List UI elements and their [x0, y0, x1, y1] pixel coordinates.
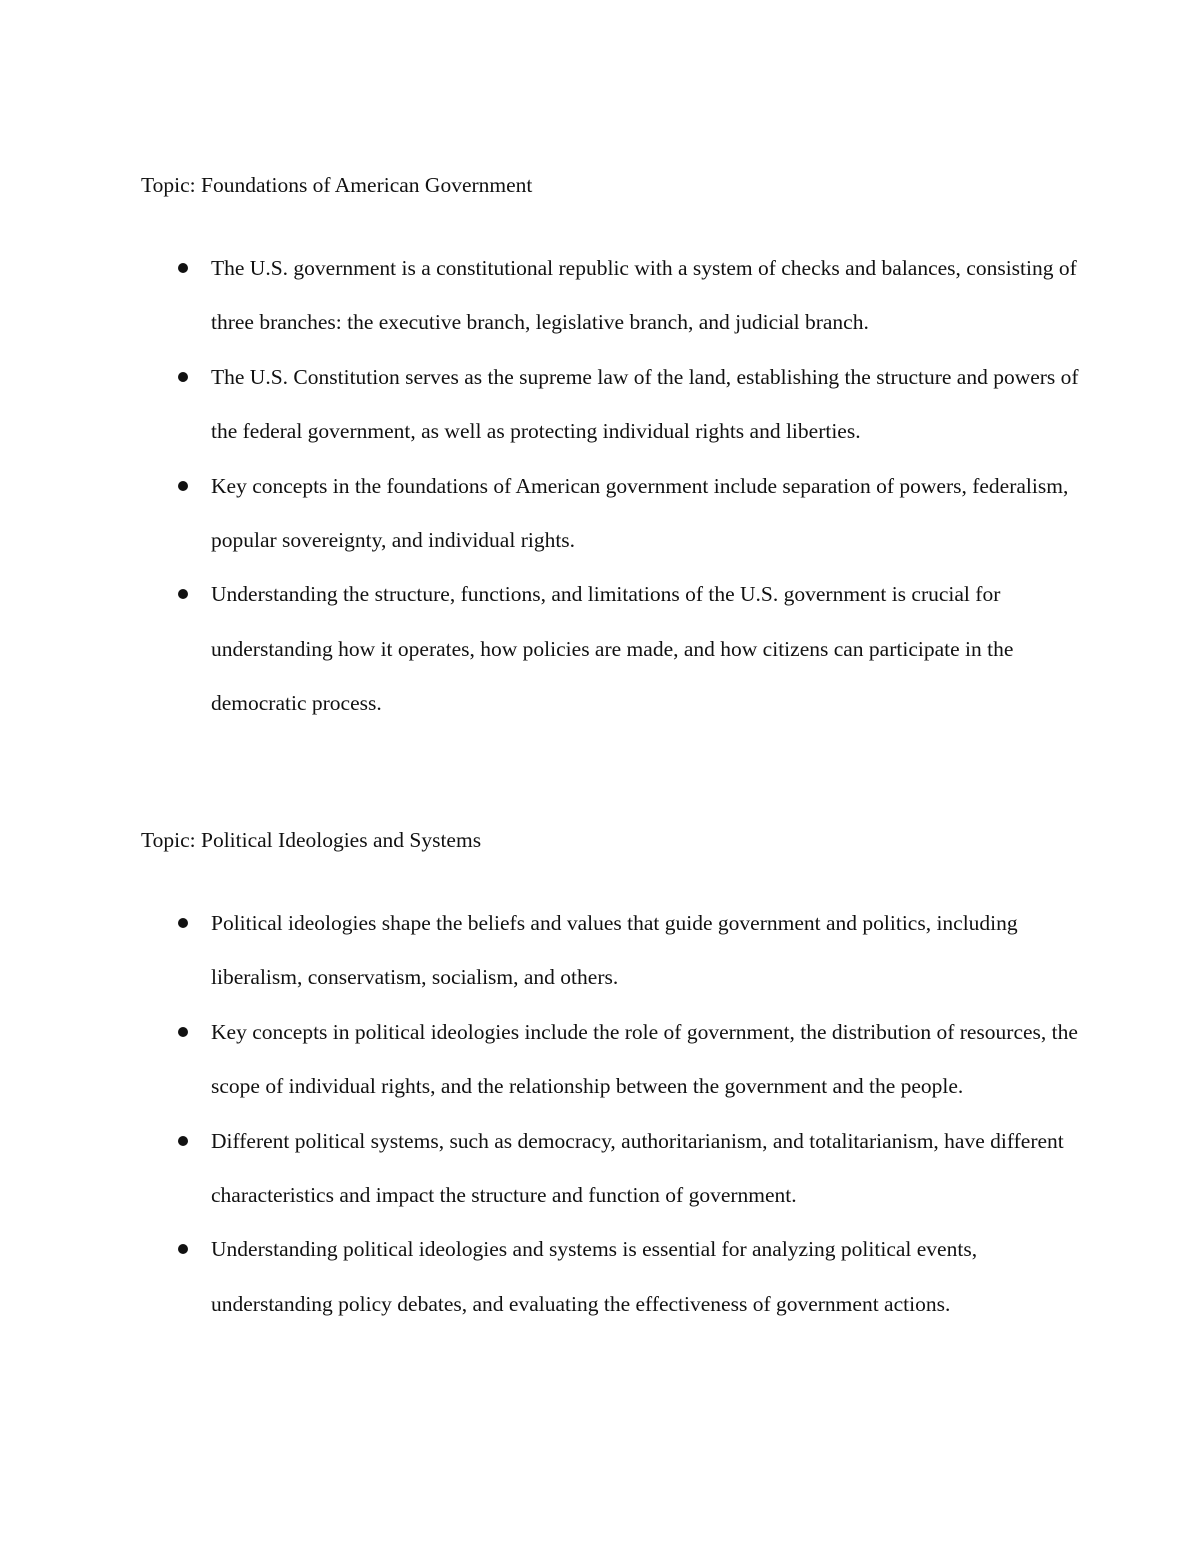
- bullet-item: [0, 350, 1091, 459]
- bullet-text: Political ideologies shape the beliefs and values that guide government and politics, including liberalism, conservatism, socialism, and others.: [211, 911, 1018, 990]
- bullet-dot-icon: [178, 481, 188, 491]
- bullet-dot-icon: [178, 589, 188, 599]
- bullet-text: Key concepts in the foundations of American government include separation of powers, federalism, popular sovereignty, and individual rights.: [211, 473, 1069, 553]
- bullet-item: [0, 1005, 1091, 1114]
- bullet-item: [0, 1222, 1091, 1331]
- bullet-dot-icon: [178, 918, 188, 928]
- bullet-item: [0, 241, 1091, 350]
- bullet-dot-icon: [178, 1244, 188, 1254]
- bullet-item: [0, 567, 1091, 730]
- topic-heading-ideologies: Topic: Political Ideologies and Systems: [141, 828, 482, 852]
- bullet-text: The U.S. government is a constitutional republic with a system of checks and balances, consisting of three branches: the executive branch, legislative branch, and judicial branch.: [211, 256, 1077, 335]
- topic-heading-foundations: Topic: Foundations of American Government: [141, 173, 533, 197]
- bullet-text: Understanding the structure, functions, and limitations of the U.S. government is crucial for understanding how it operates, how policies are made, and how citizens can participate in the democratic process.: [211, 582, 1014, 716]
- bullet-dot-icon: [178, 1136, 188, 1146]
- bullet-item: [0, 896, 1091, 1005]
- bullet-dot-icon: [178, 372, 188, 382]
- bullet-list-ideologies: [0, 910, 1200, 1345]
- bullet-text: Different political systems, such as democracy, authoritarianism, and totalitarianism, have different characteristics and impact the structure and function of government.: [211, 1128, 1064, 1208]
- bullet-dot-icon: [178, 1027, 188, 1037]
- bullet-text: Understanding political ideologies and systems is essential for analyzing political events, understanding policy debates, and evaluating the effectiveness of government actions.: [211, 1237, 978, 1316]
- bullet-list-foundations: [0, 255, 1200, 745]
- bullet-text: Key concepts in political ideologies include the role of government, the distribution of resources, the scope of individual rights, and the relationship between the government and the people.: [211, 1019, 1078, 1099]
- bullet-item: [0, 1114, 1091, 1223]
- bullet-text: The U.S. Constitution serves as the supreme law of the land, establishing the structure and powers of the federal government, as well as protecting individual rights and liberties.: [211, 364, 1079, 444]
- bullet-item: [0, 459, 1091, 568]
- bullet-dot-icon: [178, 263, 188, 273]
